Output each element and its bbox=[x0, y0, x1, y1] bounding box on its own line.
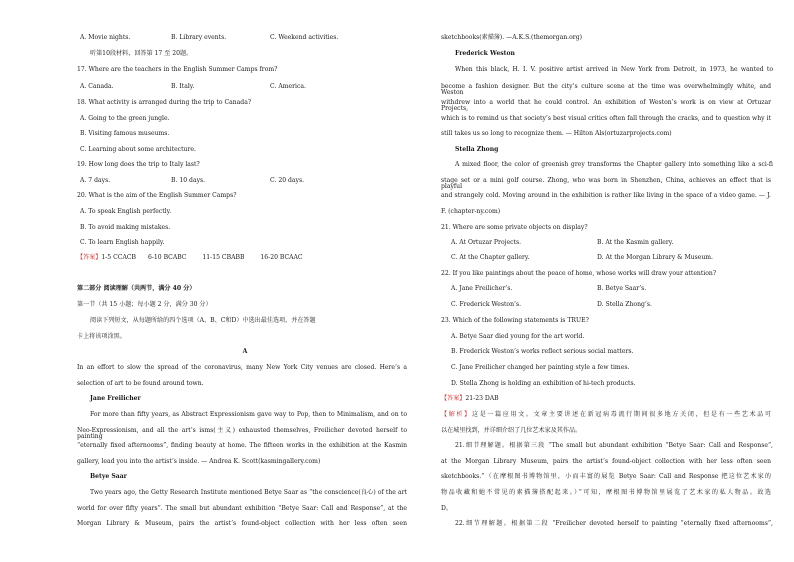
question-19: 19. How long does the trip to Italy last? bbox=[77, 161, 200, 168]
option: C. 20 days. bbox=[270, 177, 305, 184]
answer-group: 11-15 CBABB bbox=[202, 254, 245, 261]
intro-line: selection of art to be found around town. bbox=[77, 380, 204, 387]
para-line: and strangely cold. Moving around in the exhibition is rather like living in the space of a video game. — J. bbox=[441, 192, 771, 199]
answer-key bbox=[77, 255, 303, 261]
option: B. Italy. bbox=[171, 83, 195, 90]
option: A. 7 days. bbox=[80, 177, 111, 184]
question-20: 20. What is the aim of the English Summer Camps? bbox=[77, 192, 237, 199]
option: A. Jane Freilicher’s. bbox=[451, 285, 513, 292]
intro-line: In an effort to slow the spread of the coronavirus, many New York City venues are closed. Here’s a bbox=[77, 364, 407, 371]
para-line: A mixed floor, the color of greenish grey transforms the Chapter gallery into something like a sci-fi bbox=[455, 161, 773, 168]
question-21: 21. Where are some private objects on display? bbox=[441, 224, 588, 231]
explanation-line: D。 bbox=[441, 505, 452, 512]
listening-note: 听第10段材料，回答第 17 至 20题。 bbox=[90, 50, 193, 57]
answer-group: 6-10 BCABC bbox=[147, 254, 187, 261]
passage-label: A bbox=[242, 348, 248, 355]
para-line: still takes us so long to recognize them. — Hilton Als(ortuzarprojects.com) bbox=[441, 130, 672, 137]
explanation-line: sketchbooks.”（在摩根图书博物馆里，小而丰富的展览 Betye Saar: Call and Response 把这位艺术家的 bbox=[441, 473, 771, 480]
answer-tag: 【答案】 bbox=[77, 254, 102, 261]
q17-options bbox=[80, 84, 306, 90]
option: B. Betye Saar’s. bbox=[597, 285, 647, 292]
option: C. America. bbox=[270, 83, 306, 90]
option: A. Movie nights. bbox=[80, 34, 131, 41]
analysis-line: 以在城里找到，并详细介绍了几位艺术家及其作品。 bbox=[441, 427, 582, 434]
q19-options bbox=[80, 178, 304, 184]
para-line: which is to remind us that society’s best visual critics often fall through the cracks, and to question why it bbox=[441, 115, 771, 122]
para-line: become a fashion designer. But the city’s culture scene at the time was overwhelmingly white, and Weston bbox=[441, 83, 771, 97]
option: C. Frederick Weston’s. bbox=[451, 301, 522, 308]
q22-options-row bbox=[451, 302, 743, 308]
para-line: Morgan Library & Museum, pairs the artist’s found-object collection with her less often seen bbox=[77, 520, 407, 527]
option: A. Going to the green jungle. bbox=[80, 115, 170, 122]
answer-group: 1-5 CCACB bbox=[101, 254, 136, 261]
heading-betye-saar: Betye Saar bbox=[90, 473, 127, 480]
instructions-line: 阅读下列短文，从每题所给的四个选项（A、B、C和D）中选出最佳选项，并在答题 bbox=[90, 317, 316, 324]
answer-value: 21-23 DAB bbox=[465, 395, 499, 402]
answer-group: 16-20 BCAAC bbox=[260, 254, 303, 261]
para-line: world for over fifty years”. The small but abundant exhibition “Betye Saar: Call and Response”, at the bbox=[77, 505, 407, 512]
heading-frederick-weston: Frederick Weston bbox=[455, 50, 515, 57]
explanation-line: at the Morgan Library Museum, pairs the artist’s found-object collection with her less often seen bbox=[441, 458, 771, 465]
answer-tag: 【答案】 bbox=[441, 395, 466, 402]
option: B. At the Kasmin gallery. bbox=[597, 239, 674, 246]
option: B. 10 days. bbox=[171, 177, 206, 184]
option: C. Weekend activities. bbox=[270, 34, 339, 41]
question-17: 17. Where are the teachers in the English Summer Camps from? bbox=[77, 66, 278, 73]
part2-title: 第二部分 阅读理解（共两节，满分 40 分） bbox=[77, 285, 196, 292]
option: C. Jane Freilicher changed her painting style a few times. bbox=[451, 364, 630, 371]
para-line: For more than fifty years, as Abstract Expressionism gave way to Pop, then to Minimalism, and on to bbox=[90, 411, 407, 418]
option: C. At the Chapter gallery. bbox=[451, 254, 530, 261]
question-18: 18. What activity is arranged during the trip to Canada? bbox=[77, 99, 252, 106]
para-line: Two years ago, the Getty Research Institute mentioned Betye Saar as “the conscience(良心) of the art bbox=[90, 489, 407, 496]
option: B. Visiting famous museums. bbox=[80, 130, 170, 137]
option: A. At Ortuzar Projects. bbox=[451, 239, 522, 246]
option: B. To avoid making mistakes. bbox=[80, 224, 171, 231]
option: B. Library events. bbox=[171, 34, 227, 41]
heading-jane-freilicher: Jane Freilicher bbox=[90, 395, 141, 402]
option: A. Betye Saar died young for the art world. bbox=[451, 333, 585, 340]
explanation-line: 21.细节理解题。根据第三段 “The small but abundant exhibition “Betye Saar: Call and Response”, bbox=[455, 442, 773, 449]
question-23: 23. Which of the following statements is TRUE? bbox=[441, 317, 589, 324]
heading-stella-zhong: Stella Zhong bbox=[455, 146, 499, 153]
option: D. At the Morgan Library & Museum. bbox=[597, 254, 713, 261]
option: D. Stella Zhong’s. bbox=[597, 301, 652, 308]
q21-options-row bbox=[451, 240, 743, 246]
answer-line bbox=[441, 396, 499, 402]
para-line: F. (chapter-ny.com) bbox=[441, 208, 501, 215]
para-line: gallery, lead you into the artist’s inside. — Andrea K. Scott(kasmingallery.com) bbox=[77, 458, 321, 465]
continued-line: sketchbooks(素描簿). —A.K.S.(themorgan.org) bbox=[441, 34, 582, 41]
section1-title: 第一节（共 15 小题；每小题 2 分，满分 30 分） bbox=[77, 301, 212, 308]
para-line: “eternally fixed afternooms”, finding beauty at home. The fifteen works in the exhibition at the Kasmin bbox=[77, 442, 407, 449]
question-22: 22. If you like paintings about the peace of home, whose works will draw your attention? bbox=[441, 270, 717, 277]
analysis-text: 这是一篇应用文。文章主要讲述在新冠病毒流行期间很多地方关闭，但是有一些艺术品可 bbox=[471, 411, 772, 418]
para-line: withdrew into a world that he could control. An exhibition of Weston’s work is on view at Ortuzar Projects, bbox=[441, 99, 771, 113]
explanation-line: 物品收藏和她不常见的素描簿搭配起来。）”可知，摩根图书博物馆里展览了艺术家的私人物品。故选 bbox=[441, 489, 771, 496]
para-line: When this black, H. I. V. positive artist arrived in New York from Detroit, in 1973, he wanted to bbox=[455, 66, 773, 73]
para-line: stage set or a mini golf course. Zhong, who was born in Shenzhen, China, achieves an effect that is playful bbox=[441, 177, 771, 191]
option: D. Stella Zhong is holding an exhibition of hi-tech products. bbox=[451, 380, 636, 387]
option: C. Learning about some architecture. bbox=[80, 146, 196, 153]
explanation-line: 22.细节理解题。根据第二段 “Freilicher devoted herself to painting “eternally fixed afternooms”, bbox=[455, 520, 773, 527]
option: A. To speak English perfectly. bbox=[80, 208, 172, 215]
q21-options-row bbox=[451, 255, 743, 261]
q16-options bbox=[80, 35, 338, 41]
analysis-line bbox=[441, 412, 771, 418]
q22-options-row bbox=[451, 286, 743, 292]
option: B. Frederick Weston’s works reflect serious social matters. bbox=[451, 348, 634, 355]
para-line: Neo-Expressionism, and all the art’s isms(主义) exhausted themselves, Freilicher devoted herself to painting bbox=[77, 427, 407, 441]
analysis-tag: 【解析】 bbox=[441, 411, 472, 418]
option: A. Canada. bbox=[80, 83, 114, 90]
option: C. To learn English happily. bbox=[80, 239, 165, 246]
instructions-line: 卡上将该项涂黑。 bbox=[77, 333, 126, 340]
